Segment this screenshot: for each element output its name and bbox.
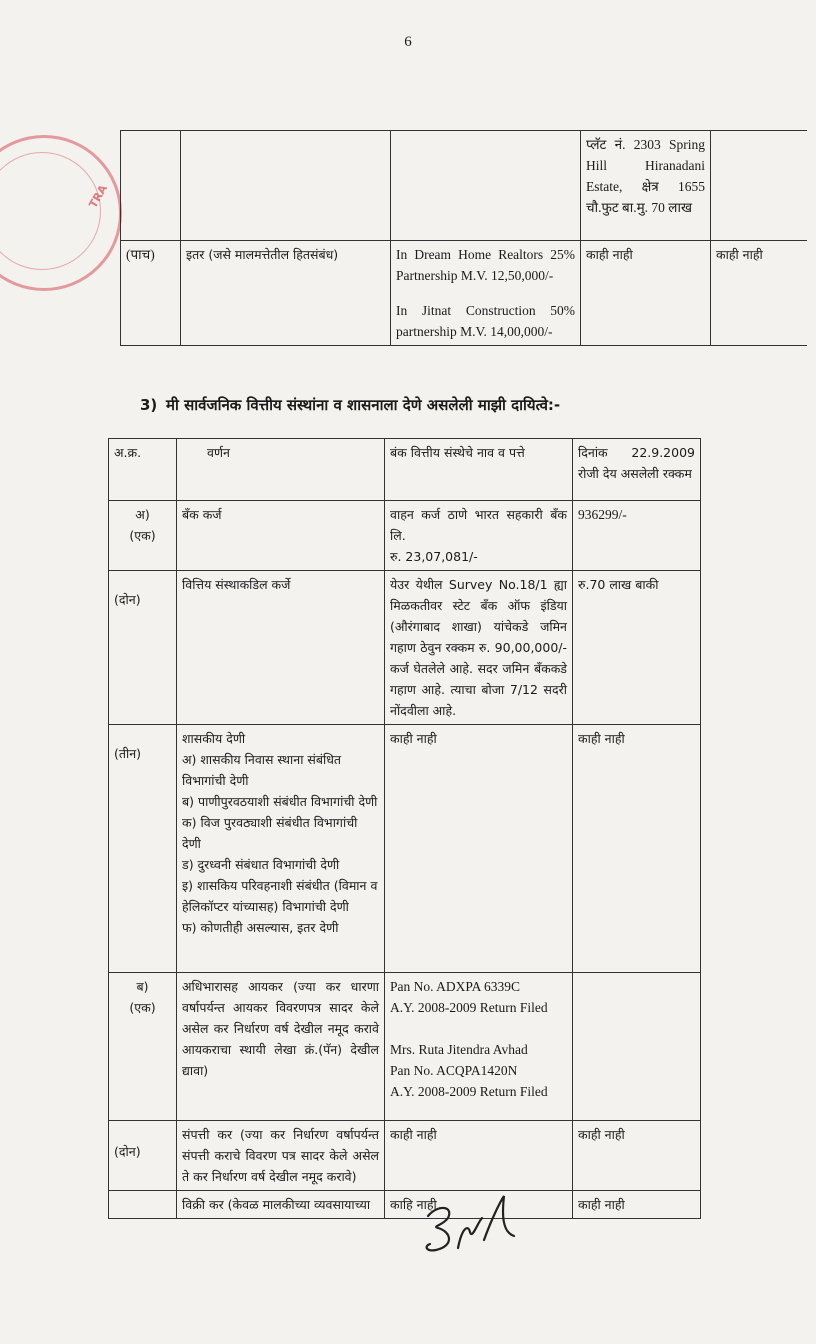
table-row [109, 1191, 701, 1219]
row-amount: काही नाही [573, 1121, 701, 1191]
table-cell [121, 131, 181, 241]
table-row [121, 241, 807, 346]
section-number: 3) [140, 396, 158, 414]
row-number: अ) (एक) [109, 501, 177, 571]
partnership-2: In Jitnat Construction 50% partnership M.V. 14,00,000/- [396, 303, 575, 339]
row-bank-name: येउर येथील Survey No.18/1 ह्या मिळकतीवर स्टेट बँक ऑफ इंडिया (औरंगाबाद शाखा) यांचेकडे जमिन गहाण ठेवुन रक्कम रु. 90,00,000/- कर्ज घेतलेले आहे. सदर जमिन बँककडे गहाण आहे. त्याचा बोजा 7/12 सदरी नोंदवीला आहे. [385, 571, 573, 725]
table-header-row [109, 439, 701, 501]
row-number: ब) (एक) [109, 973, 177, 1121]
row-description: शासकीय देणी अ) शासकीय निवास स्थाना संबंधित विभागांची देणी ब) पाणीपुरवठयाशी संबंधीत विभागांची देणी क) विज पुरवठ्याशी संबंधीत विभागांची देणी ड) दुरध्वनी संबंधात विभागांची देणी इ) शासकिय परिवहनाशी संबंधीत (विमान व हेलिकॉप्टर यांच्यासह) विभागांची देणी फ) कोणतीही असल्यास, इतर देणी [177, 725, 385, 973]
table-cell [391, 131, 581, 241]
header-serial: अ.क्र. [109, 439, 177, 501]
section-heading [140, 395, 560, 415]
table-row [109, 501, 701, 571]
row-amount: काही नाही [573, 725, 701, 973]
row-number [109, 1191, 177, 1219]
row-amount: 936299/- [573, 501, 701, 571]
official-seal [0, 135, 122, 291]
table-cell [711, 131, 807, 241]
row-number: (दोन) [109, 1121, 177, 1191]
section-title: मी सार्वजनिक वित्तीय संस्थांना व शासनाला देणे असलेली माझी दायित्वे:- [166, 396, 561, 414]
table-row [109, 571, 701, 725]
table-row [109, 1121, 701, 1191]
row-amount: काही नाही [573, 1191, 701, 1219]
table-cell: काही नाही [581, 241, 711, 346]
row-description: बँक कर्ज [177, 501, 385, 571]
row-description: विक्री कर (केवळ मालकीच्या व्यवसायाच्या [177, 1191, 385, 1219]
row-description: वित्तिय संस्थाकडिल कर्जे [177, 571, 385, 725]
table-cell: काही नाही [711, 241, 807, 346]
row-bank-name: Pan No. ADXPA 6339C A.Y. 2008-2009 Return Filed Mrs. Ruta Jitendra Avhad Pan No. ACQPA1420N A.Y. 2008-2009 Return Filed [385, 973, 573, 1121]
header-bank-name: बंक वित्तीय संस्थेचे नाव व पत्ते [385, 439, 573, 501]
row-description: इतर (जसे मालमत्तेतील हितसंबंध) [181, 241, 391, 346]
table-cell: प्लॅट नं. 2303 Spring Hill Hiranadani Estate, क्षेत्र 1655 चौ.फुट बा.मु. 70 लाख [581, 131, 711, 241]
partnership-1: In Dream Home Realtors 25% Partnership M.V. 12,50,000/- [396, 247, 575, 283]
row-bank-name: काहि नाही [385, 1191, 573, 1219]
table-row [121, 131, 807, 241]
table-row [109, 725, 701, 973]
liabilities-table [108, 438, 701, 1219]
table-row [109, 973, 701, 1121]
seal-text: TRA [86, 182, 111, 211]
header-amount: दिनांक 22.9.2009 रोजी देय असलेली रक्कम [573, 439, 701, 501]
row-description: संपत्ती कर (ज्या कर निर्धारण वर्षापर्यन्त संपत्ती कराचे विवरण पत्र सादर केले असेल ते कर निर्धारण वर्ष देखील नमूद करावे) [177, 1121, 385, 1191]
row-number: (दोन) [109, 571, 177, 725]
table-cell [391, 241, 581, 346]
row-bank-name: वाहन कर्ज ठाणे भारत सहकारी बँक लि. रु. 23,07,081/- [385, 501, 573, 571]
row-amount: रु.70 लाख बाकी [573, 571, 701, 725]
row-amount [573, 973, 701, 1121]
row-bank-name: काही नाही [385, 725, 573, 973]
row-description: अधिभारासह आयकर (ज्या कर धारणा वर्षापर्यन्त आयकर विवरणपत्र सादर केले असेल कर निर्धारण वर्ष देखील नमूद करावे आयकराचा स्थायी लेखा क्रं.(पॅन) देखील द्यावा) [177, 973, 385, 1121]
header-description: वर्णन [177, 439, 385, 501]
page-number: 6 [404, 34, 412, 50]
handwritten-signature [418, 1188, 528, 1258]
assets-table-continued [120, 130, 807, 346]
row-number: (तीन) [109, 725, 177, 973]
row-bank-name: काही नाही [385, 1121, 573, 1191]
table-cell [181, 131, 391, 241]
row-number: (पाच) [121, 241, 181, 346]
